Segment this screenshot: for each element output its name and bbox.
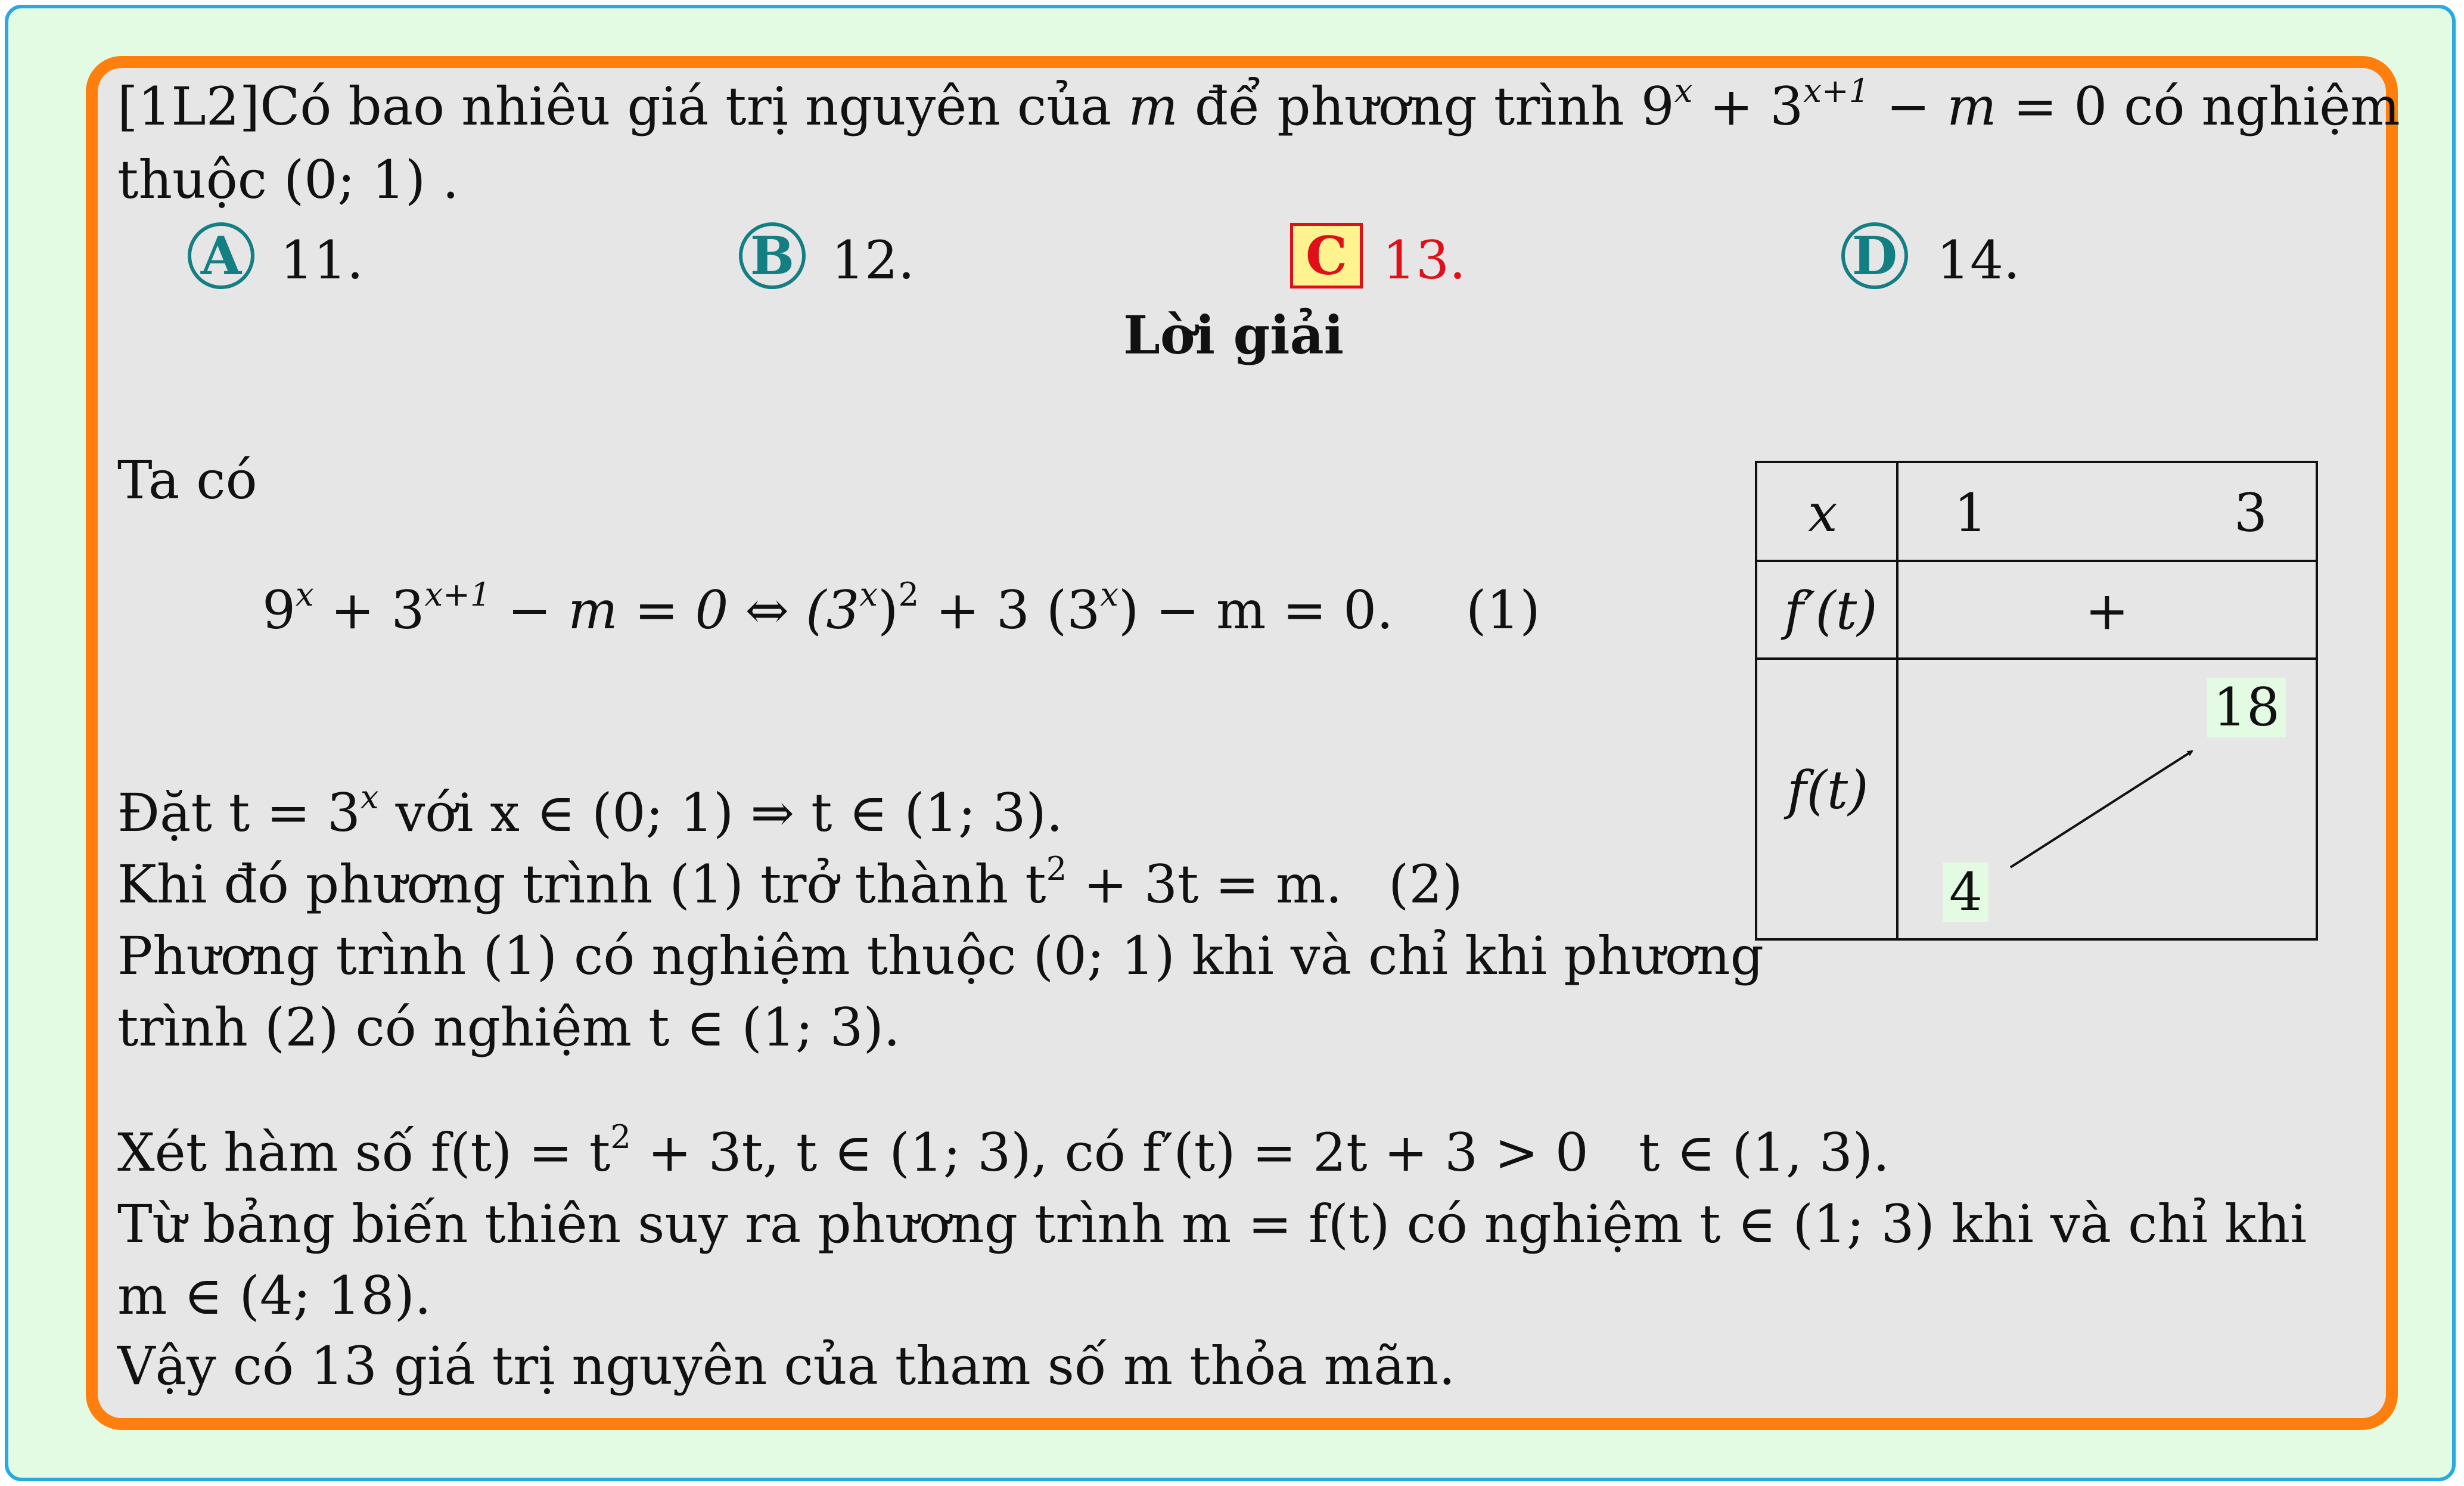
table-x-label: x [1808, 482, 1838, 544]
question-var-m: m [1128, 76, 1178, 137]
dat-tail: với x ∈ (0; 1) ⇒ t ∈ (1; 3). [378, 782, 1063, 843]
eq1-exp-x-inner-2: x [1100, 575, 1118, 613]
choice-b-marker[interactable]: B [739, 222, 806, 289]
eq1-base-9: 9 [262, 579, 296, 641]
eq1-close-paren: ) [878, 579, 899, 641]
choice-d-marker[interactable]: D [1841, 222, 1908, 289]
eq1-exp-x: x [296, 575, 314, 613]
ta-co-text: Ta có [117, 449, 257, 511]
choice-b-value[interactable]: 12. [831, 229, 915, 291]
table-derivative-sign: + [2085, 580, 2129, 641]
question-line-1 [117, 71, 2400, 137]
choice-d-value[interactable]: 14. [1937, 229, 2020, 291]
equation-1-label: (1) [1466, 579, 1540, 641]
table-f-end: 18 [2207, 678, 2286, 737]
conclusion-line: Vậy có 13 giá trị nguyên của tham số m thỏa mãn. [117, 1335, 1456, 1397]
choice-a-value[interactable]: 11. [280, 229, 363, 291]
solution-heading: Lời giải [1123, 304, 1344, 366]
question-minus: − [1869, 76, 1947, 137]
question-exp-x1: x+1 [1803, 71, 1870, 110]
dat-text: Đặt t = 3 [117, 782, 361, 843]
variation-table [1755, 461, 2318, 941]
xet-square: 2 [610, 1117, 631, 1156]
xet-text: Xét hàm số f(t) = t [117, 1122, 611, 1183]
pt-line-1: Phương trình (1) có nghiệm thuộc (0; 1) khi và chỉ khi phương [117, 925, 1764, 986]
eq1-exp-x-inner: x [859, 575, 878, 613]
table-f-start: 4 [1943, 863, 1988, 922]
equation-1 [262, 575, 1394, 641]
xet-tail: + 3t, t ∈ (1; 3), có f′(t) = 2t + 3 > 0 [630, 1122, 1589, 1183]
increasing-arrow [1757, 463, 2320, 943]
eq1-end-2: ) − m = 0. [1118, 579, 1394, 641]
question-text-c: = 0 có nghiệm [1996, 76, 2400, 137]
eq1-exp-x1: x+1 [424, 575, 491, 613]
dat-line [117, 777, 1063, 843]
khi-do-line [117, 849, 1343, 915]
choice-c-value[interactable]: 13. [1382, 229, 1466, 291]
question-base-3: 3 [1770, 76, 1804, 137]
khi-do-square: 2 [1046, 849, 1067, 888]
question-exp-x: x [1674, 71, 1693, 110]
eq1-end: + 3 (3 [919, 579, 1101, 641]
table-derivative-label: f′(t) [1784, 580, 1878, 641]
tu-line-2: m ∈ (4; 18). [117, 1265, 431, 1326]
equation-2-label: (2) [1388, 854, 1463, 915]
table-function-label: f(t) [1787, 759, 1869, 821]
table-x-end: 3 [2234, 482, 2267, 544]
eq1-square: 2 [898, 575, 919, 613]
question-text-b: để phương trình [1177, 76, 1641, 137]
pt-line-2: trình (2) có nghiệm t ∈ (1; 3). [117, 997, 900, 1058]
khi-do-text: Khi đó phương trình (1) trở thành t [117, 854, 1046, 915]
question-line-2: thuộc (0; 1) . [117, 149, 459, 210]
eq1-plus-3: + 3 [313, 579, 425, 641]
dat-exp-x: x [360, 777, 379, 816]
question-var-m-2: m [1947, 76, 1997, 137]
xet-interval: t ∈ (1, 3). [1639, 1122, 1890, 1183]
choice-c-marker[interactable]: C [1290, 223, 1363, 288]
question-plus: + [1692, 76, 1770, 137]
eq1-tail: − m = 0 ⇔ (3 [490, 579, 860, 641]
question-text-a: [1L2]Có bao nhiêu giá trị nguyên của [117, 76, 1129, 137]
choice-a-marker[interactable]: A [188, 222, 254, 289]
table-x-start: 1 [1954, 482, 1987, 544]
tu-line-1: Từ bảng biến thiên suy ra phương trình m = f(t) có nghiệm t ∈ (1; 3) khi và chỉ khi [117, 1193, 2307, 1255]
khi-do-tail: + 3t = m. [1067, 854, 1343, 915]
xet-line [117, 1117, 1589, 1183]
question-base-9: 9 [1640, 76, 1674, 137]
